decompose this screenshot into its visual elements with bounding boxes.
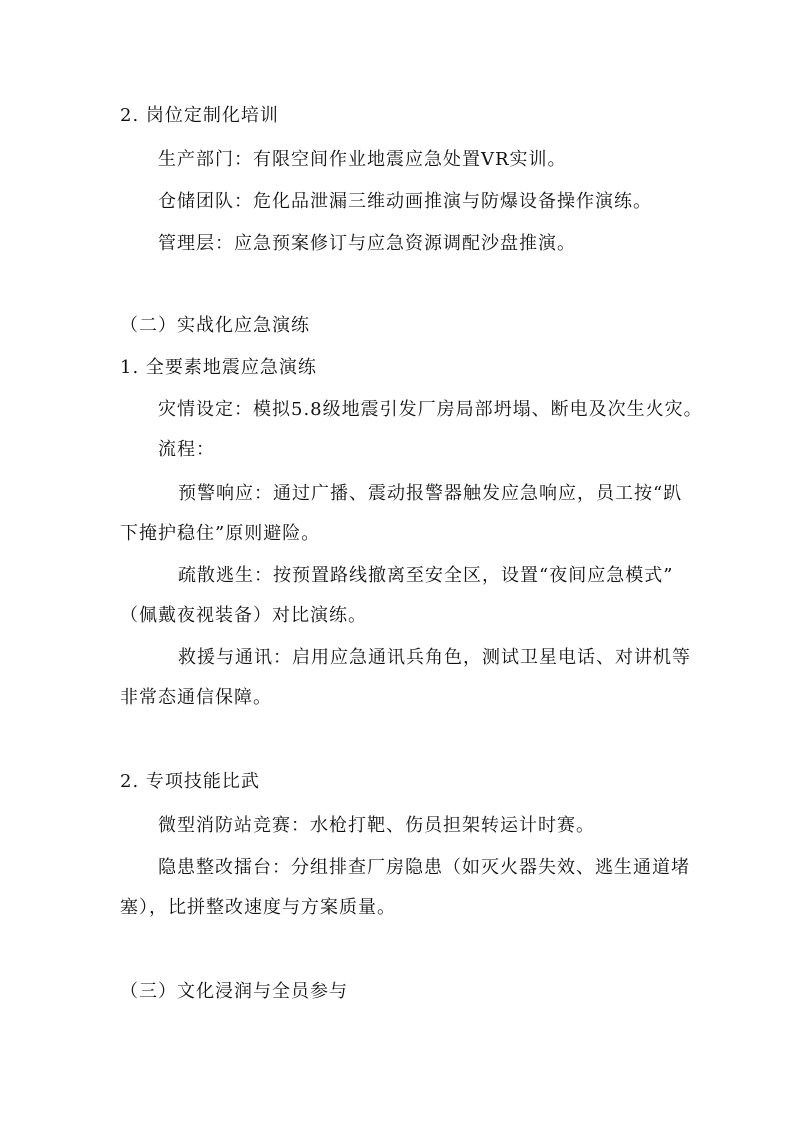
paragraph-evacuation-cont: （佩戴夜视装备）对比演练。 xyxy=(120,605,367,626)
paragraph-fire-station: 微型消防站竞赛：水枪打靶、伤员担架转运计时赛。 xyxy=(158,815,595,836)
paragraph-scenario: 灾情设定：模拟5.8级地震引发厂房局部坍塌、断电及次生火灾。 xyxy=(158,399,703,420)
section-heading-drills: （二）实战化应急演练 xyxy=(120,315,310,336)
heading-job-training: 2. 岗位定制化培训 xyxy=(120,105,279,126)
paragraph-warning-cont: 下掩护稳住”原则避险。 xyxy=(120,523,321,544)
paragraph-warning: 预警响应：通过广播、震动报警器触发应急响应，员工按“趴 xyxy=(178,483,683,504)
paragraph-hazard-cont: 塞），比拼整改速度与方案质量。 xyxy=(120,897,396,918)
section-heading-culture: （三）文化浸润与全员参与 xyxy=(120,981,348,1002)
heading-earthquake-drill: 1. 全要素地震应急演练 xyxy=(120,357,317,378)
paragraph-production: 生产部门：有限空间作业地震应急处置VR实训。 xyxy=(158,149,567,170)
paragraph-process: 流程： xyxy=(158,439,215,460)
paragraph-rescue-cont: 非常态通信保障。 xyxy=(120,687,272,708)
paragraph-warehouse: 仓储团队：危化品泄漏三维动画推演与防爆设备操作演练。 xyxy=(158,191,652,212)
paragraph-management: 管理层：应急预案修订与应急资源调配沙盘推演。 xyxy=(158,233,576,254)
heading-skill-contest: 2. 专项技能比武 xyxy=(120,771,260,792)
paragraph-evacuation: 疏散逃生：按预置路线撤离至安全区，设置“夜间应急模式” xyxy=(178,565,674,586)
paragraph-rescue: 救援与通讯：启用应急通讯兵角色，测试卫星电话、对讲机等 xyxy=(178,647,691,668)
paragraph-hazard-contest: 隐患整改擂台：分组排查厂房隐患（如灭火器失效、逃生通道堵 xyxy=(158,857,690,878)
